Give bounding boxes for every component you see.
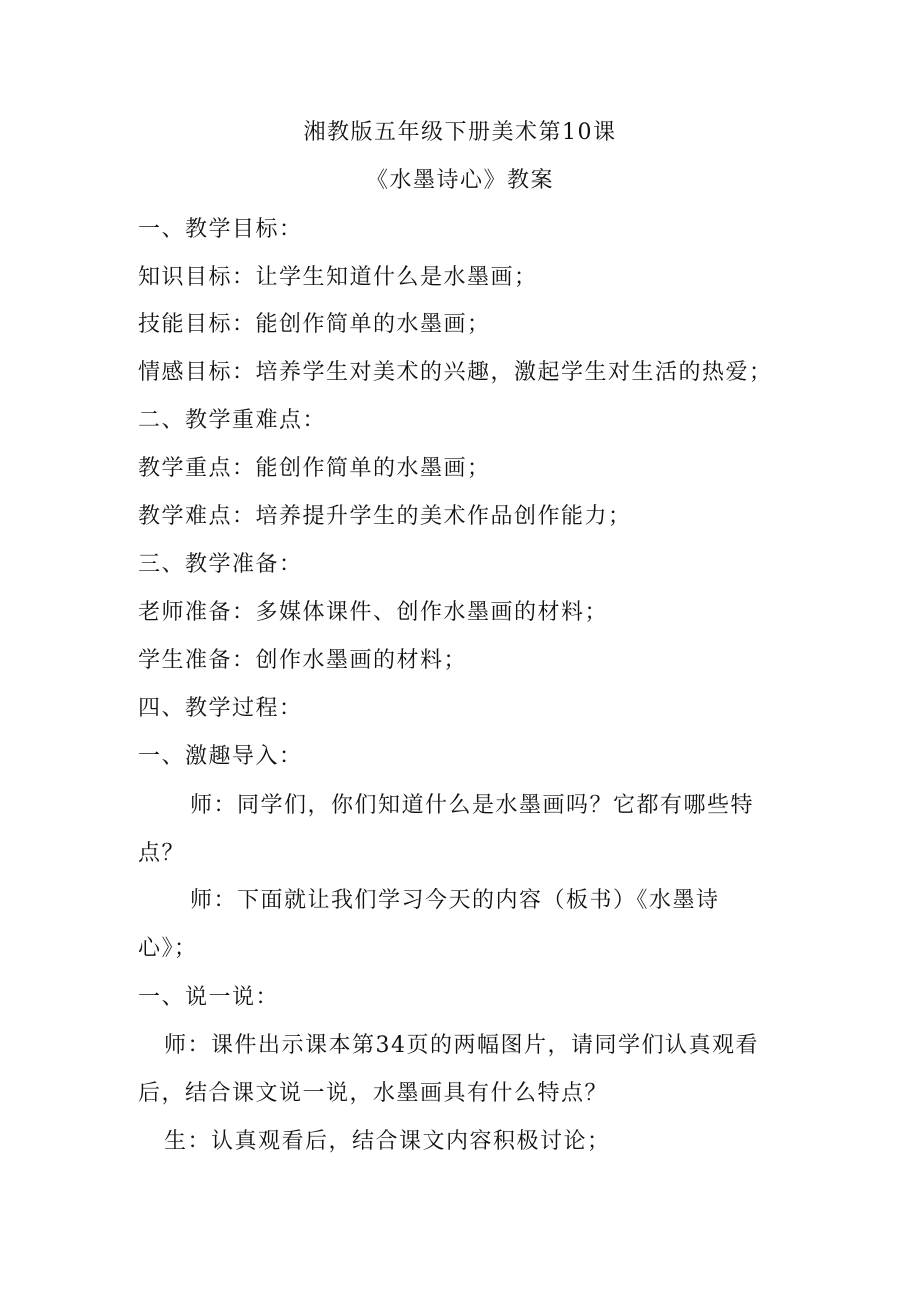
key-point: 教学重点：能创作简单的水墨画； (138, 456, 491, 481)
dialogue-1-line-1: 师：同学们，你们知道什么是水墨画吗？它都有哪些特 (190, 793, 755, 818)
dialogue-4-line-1: 生：认真观看后，结合课文内容积极讨论； (164, 1129, 611, 1154)
title-line-1: 湘教版五年级下册美术第10课 (303, 120, 617, 145)
difficult-point: 教学难点：培养提升学生的美术作品创作能力； (138, 504, 632, 529)
goal-skill: 技能目标：能创作简单的水墨画； (138, 312, 491, 337)
heading-introduction: 一、激趣导入： (138, 744, 303, 769)
title-line-2: 《水墨诗心》教案 (365, 168, 554, 193)
teacher-preparation: 老师准备：多媒体课件、创作水墨画的材料； (138, 600, 609, 625)
goal-emotion: 情感目标：培养学生对美术的兴趣，激起学生对生活的热爱； (138, 360, 773, 385)
dialogue-3-line-2: 后，结合课文说一说，水墨画具有什么特点？ (138, 1081, 609, 1106)
dialogue-2-line-1: 师：下面就让我们学习今天的内容（板书）《水墨诗 (190, 888, 720, 913)
dialogue-1-line-2: 点？ (138, 841, 186, 866)
heading-preparation: 三、教学准备： (138, 552, 303, 577)
goal-knowledge: 知识目标：让学生知道什么是水墨画； (138, 265, 538, 290)
student-preparation: 学生准备：创作水墨画的材料； (138, 648, 468, 673)
heading-teaching-goals: 一、教学目标： (138, 217, 303, 242)
heading-say: 一、说一说： (138, 985, 280, 1010)
heading-process: 四、教学过程： (138, 696, 303, 721)
heading-key-points: 二、教学重难点： (138, 408, 327, 433)
dialogue-2-line-2: 心》； (138, 936, 198, 961)
dialogue-3-line-1: 师：课件出示课本第34页的两幅图片，请同学们认真观看 (164, 1033, 759, 1058)
